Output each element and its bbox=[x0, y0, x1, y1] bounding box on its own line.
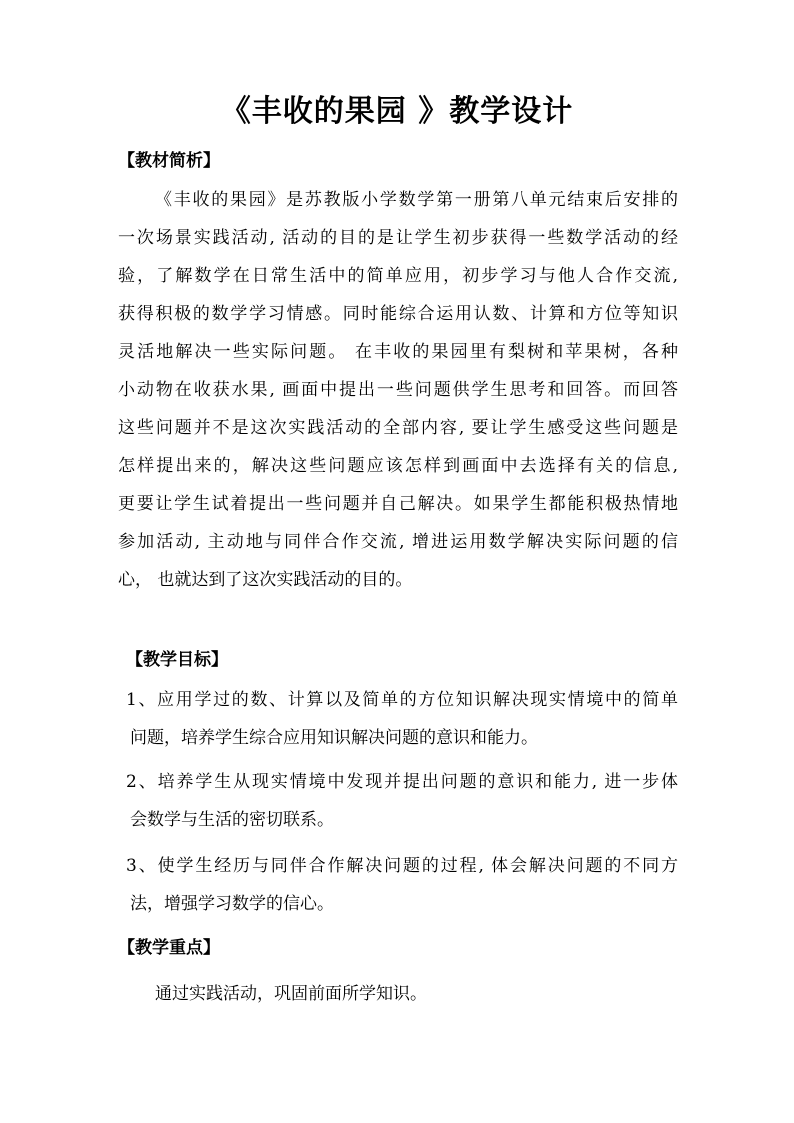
objective-2-line-1: 2、培养学生从现实情境中发现并提出问题的意识和能力, 进一步体 bbox=[126, 772, 678, 792]
paragraph-line: 通过实践活动，巩固前面所学知识。 bbox=[155, 984, 427, 1004]
paragraph-line: 一次场景实践活动, 活动的目的是让学生初步获得一些数学活动的经 bbox=[118, 228, 678, 248]
paragraph-line: 参加活动, 主动地与同伴合作交流, 增进运用数学解决实际问题的信 bbox=[118, 532, 678, 552]
objective-1-line-1: 1、应用学过的数、计算以及简单的方位知识解决现实情境中的简单 bbox=[126, 690, 678, 710]
paragraph-line: 小动物在收获水果, 画面中提出一些问题供学生思考和回答。而回答 bbox=[118, 380, 678, 400]
document-title: 《丰收的果园 》教学设计 bbox=[220, 94, 574, 129]
paragraph-line: 获得积极的数学学习情感。同时能综合运用认数、计算和方位等知识 bbox=[118, 304, 678, 324]
paragraph-line: 更要让学生试着提出一些问题并自己解决。如果学生都能积极热情地 bbox=[118, 494, 678, 514]
objective-1-line-2: 问题，培养学生综合应用知识解决问题的意识和能力。 bbox=[130, 728, 538, 748]
section-heading-textbook-analysis: 【教材简析】 bbox=[118, 151, 220, 171]
section-heading-teaching-focus: 【教学重点】 bbox=[118, 938, 220, 958]
objective-3-line-1: 3、使学生经历与同伴合作解决问题的过程, 体会解决问题的不同方 bbox=[126, 856, 678, 876]
objective-2-line-2: 会数学与生活的密切联系。 bbox=[130, 810, 334, 830]
paragraph-line: 怎样提出来的，解决这些问题应该怎样到画面中去选择有关的信息, bbox=[118, 456, 678, 476]
paragraph-line: 心， 也就达到了这次实践活动的目的。 bbox=[118, 570, 413, 590]
paragraph-line: 这些问题并不是这次实践活动的全部内容, 要让学生感受这些问题是 bbox=[118, 418, 678, 438]
paragraph-line: 灵活地解决一些实际问题。 在丰收的果园里有梨树和苹果树，各种 bbox=[118, 342, 678, 362]
objective-3-line-2: 法，增强学习数学的信心。 bbox=[130, 894, 334, 914]
section-heading-teaching-objectives: 【教学目标】 bbox=[126, 650, 228, 670]
paragraph-line: 验，了解数学在日常生活中的简单应用，初步学习与他人合作交流, bbox=[118, 266, 678, 286]
paragraph-line: 《丰收的果园》是苏教版小学数学第一册第八单元结束后安排的 bbox=[155, 190, 678, 210]
